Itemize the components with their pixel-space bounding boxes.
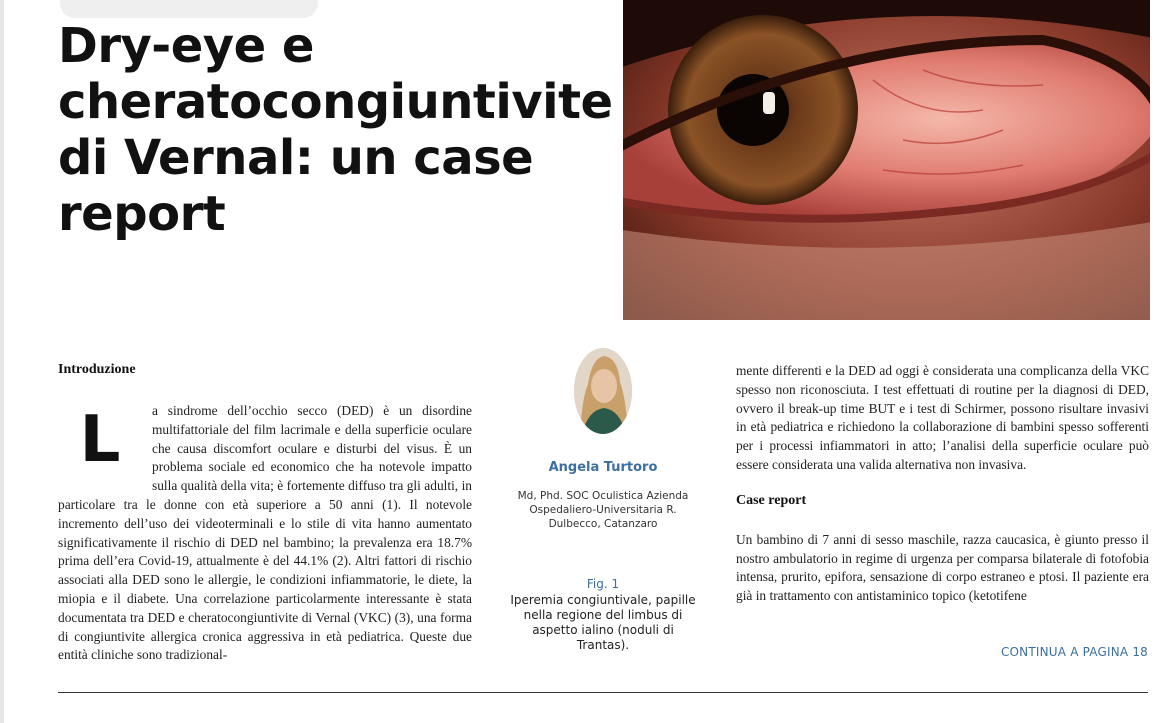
page-edge [0,0,4,723]
case-report-paragraph: Un bambino di 7 anni di sesso maschile, razza caucasica, è giunto presso il nostro ambulatorio in regime di urgenza per comparsa bilaterale di fotofobia intensa, prurito, epifora, sensazione di corpo estraneo e ptosi. Il paziente era già in trattamento con antistaminico topico (ketotifene [736,531,1149,604]
continuation-paragraph: mente differenti e la DED ad oggi è considerata una complicanza della VKC spesso non riconosciuta. I test effettuati di routine per la diagnosi di DED, ovvero il break-up time BUT e i test di Schirmer, possono risultare invasivi in età pediatrica e richiedono la collaborazione di bambini spesso sofferenti per i processi infiammatori in atto; l’analisi della superficie oculare può essere considerata una valida alternativa non invasiva. [736,363,1149,472]
eye-illustration [623,0,1150,320]
bottom-divider [58,692,1148,693]
introduction-heading: Introduzione [58,362,136,377]
author-sidebar [505,348,701,653]
case-report-heading: Case report [736,492,807,508]
right-column [736,362,1149,606]
author-name: Angela Turtoro [548,460,658,475]
drop-cap: L [79,403,121,477]
introduction-column [58,360,472,665]
figure-label: Fig. 1 [586,577,620,591]
header-tab [60,0,318,18]
eye-photo [623,0,1150,320]
continue-link[interactable]: CONTINUA A PAGINA 18 [1000,645,1148,659]
author-photo [574,348,632,434]
figure-caption: Iperemia congiuntivale, papille nella regione del limbus di aspetto ialino (noduli di Trantas). [510,593,696,652]
article-title: Dry-eye e cheratocongiuntivite di Vernal: un case report [58,18,613,242]
introduction-paragraph: a sindrome dell’occhio secco (DED) è un disordine multifattoriale del film lacrimale e della superficie oculare che causa discomfort oculare e disturbi del visus. È un problema sociale ed economico che ha notevole impatto sulla qualità della vita; è fortemente diffuso tra gli adulti, in particolare tra le donne con età superiore a 50 anni (1). Il notevole incremento dell’uso dei videoterminali e lo stile di vita hanno aumentato significativamente il rischio di DED nel bambino; la prevalenza era 18.7% prima dell’era Covid-19, attualmente è del 44.1% (2). Altri fattori di rischio associati alla DED sono le allergie, le condizioni infiammatorie, le diete, la miopia e il diabete. Una correlazione particolarmente interessante è stata documentata tra DED e cheratocongiuntivite di Vernal (VKC) (3), una forma di congiuntivite allergica cronica aggressiva in età pediatrica. Queste due entità cliniche sono tradizional- [58,403,472,663]
author-affiliation: Md, Phd. SOC Oculistica Azienda Ospedaliero-Universitaria R. Dulbecco, Catanzaro [517,490,689,530]
introduction-body [58,402,472,665]
avatar-icon [574,348,632,434]
